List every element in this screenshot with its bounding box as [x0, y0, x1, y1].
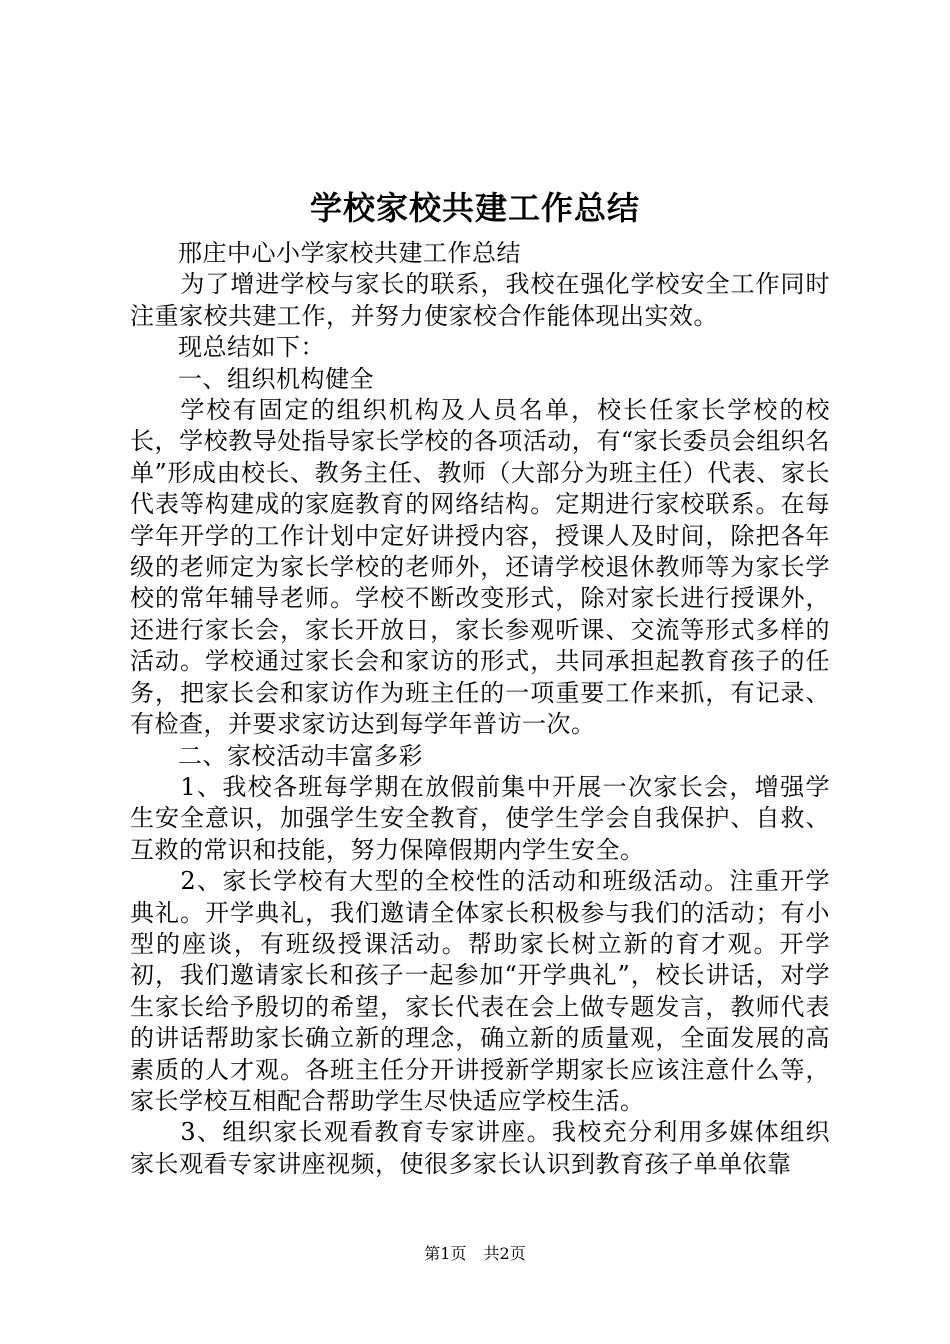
paragraph-organization: 学校有固定的组织机构及人员名单，校长任家长学校的校长，学校教导处指导家长学校的各项活动，有“家长委员会组织名单”形成由校长、教务主任、教师（大部分为班主任）代表、家长代表等构建成的家庭教育的网络结构。定期进行家校联系。在每学年开学的工作计划中定好讲授内容，授课人及时间，除把各年级的老师定为家长学校的老师外，还请学校退休教师等为家长学校的常年辅导老师。学校不断改变形式，除对家长进行授课外，还进行家长会，家长开放日，家长参观听课、交流等形式多样的活动。学校通过家长会和家访的形式，共同承担起教育孩子的任务，把家长会和家访作为班主任的一项重要工作来抓，有记录、有检查，并要求家访达到每学年普访一次。	[130, 396, 830, 739]
paragraph-activity-2: 2、家长学校有大型的全校性的活动和班级活动。注重开学典礼。开学典礼，我们邀请全体家长积极参与我们的活动；有小型的座谈，有班级授课活动。帮助家长树立新的育才观。开学初，我们邀请家长和孩子一起参加“开学典礼”，校长讲话，对学生家长给予殷切的希望，家长代表在会上做专题发言，教师代表的讲话帮助家长确立新的理念，确立新的质量观，全面发展的高素质的人才观。各班主任分开讲授新学期家长应该注意什么等，家长学校互相配合帮助学生尽快适应学校生活。	[130, 867, 830, 1115]
page-number: 第1页	[424, 1244, 467, 1263]
paragraph-activity-1: 1、我校各班每学期在放假前集中开展一次家长会，增强学生安全意识，加强学生安全教育，使学生学会自我保护、自救、互救的常识和技能，努力保障假期内学生安全。	[130, 772, 830, 864]
section-heading-organization: 一、组织机构健全	[178, 364, 374, 393]
paragraph-activity-3: 3、组织家长观看教育专家讲座。我校充分利用多媒体组织家长观看专家讲座视频，使很多家长认识到教育孩子单单依靠	[130, 1118, 830, 1178]
paragraph-subtitle: 邢庄中心小学家校共建工作总结	[178, 239, 521, 267]
page-total: 共2页	[483, 1244, 526, 1263]
section-heading-activities: 二、家校活动丰富多彩	[178, 741, 423, 770]
paragraph-intro: 为了增进学校与家长的联系，我校在强化学校安全工作同时注重家校共建工作，并努力使家校合作能体现出实效。	[130, 270, 830, 330]
page-footer	[0, 1243, 950, 1265]
document-title: 学校家校共建工作总结	[309, 189, 640, 227]
document-body	[130, 238, 830, 1180]
paragraph-summary-lead: 现总结如下：	[178, 333, 325, 362]
